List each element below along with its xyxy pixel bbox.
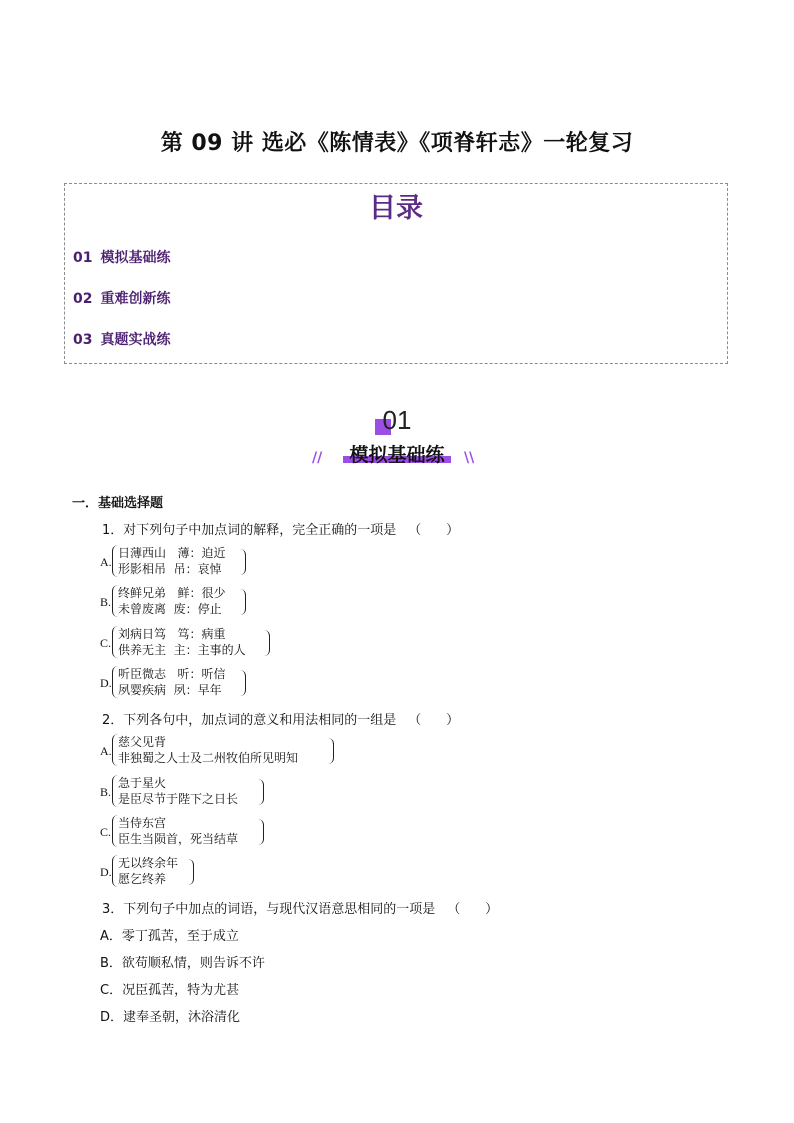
- right-brace-icon: [188, 859, 194, 885]
- option-line-1: 刘病日笃 笃：病重: [118, 627, 226, 641]
- option-letter: C.: [100, 825, 112, 839]
- answer-blank: （ ）: [408, 713, 460, 728]
- right-brace-icon: [258, 779, 264, 805]
- right-brace-icon: [258, 819, 264, 845]
- option-line-1: 急于星火: [118, 776, 167, 790]
- question-1: [102, 519, 459, 538]
- option-line-2: 未曾废离 废：停止: [118, 602, 222, 616]
- page-title: 第 09 讲 选必《陈情表》《项脊轩志》一轮复习: [160, 131, 634, 156]
- option-lines: [118, 545, 225, 577]
- option-line-2: 是臣尽节于陛下之日长: [118, 792, 239, 806]
- question-3-option-d[interactable]: D．逮奉圣朝，沐浴清化: [100, 1010, 241, 1025]
- toc-item-2[interactable]: [73, 288, 170, 308]
- option-letter: B.: [100, 785, 112, 799]
- section-banner: [0, 440, 794, 470]
- option-lines: [118, 666, 225, 698]
- section-banner-inner: [343, 440, 450, 467]
- question-text: 2．下列各句中，加点词的意义和用法相同的一组是: [102, 713, 397, 728]
- option-line-2: 夙婴疾病 夙：早年: [118, 683, 222, 697]
- part-title: 一．基础选择题: [72, 496, 164, 511]
- right-brace-icon: [328, 738, 334, 764]
- option-lines: [118, 815, 238, 847]
- banner-right-slash-icon: \\: [464, 450, 475, 466]
- section-banner-title: 模拟基础练: [349, 444, 445, 466]
- toc-heading: 目录: [369, 193, 423, 224]
- option-letter: B.: [100, 595, 112, 609]
- right-brace-icon: [240, 549, 246, 575]
- question-text: 3．下列句子中加点的词语，与现代汉语意思相同的一项是: [102, 902, 436, 917]
- option-letter: D.: [100, 676, 112, 690]
- option-line-2: 供养无主 主：主事的人: [118, 643, 246, 657]
- question-3-option-a[interactable]: A．零丁孤苦，至于成立: [100, 929, 239, 944]
- option-line-1: 听臣微志 听：听信: [118, 667, 226, 681]
- question-3: [102, 898, 498, 917]
- option-lines: [118, 855, 178, 887]
- toc-item-number: 03: [73, 332, 93, 348]
- right-brace-icon: [240, 670, 246, 696]
- option-line-1: 当侍东宫: [118, 816, 167, 830]
- question-3-option-c[interactable]: C．况臣孤苦，特为尤甚: [100, 983, 240, 998]
- option-letter: A.: [100, 744, 112, 758]
- option-lines: [118, 626, 246, 658]
- right-brace-icon: [264, 630, 270, 656]
- toc-item-number: 02: [73, 291, 93, 307]
- answer-blank: （ ）: [408, 523, 460, 538]
- question-text: 1．对下列句子中加点词的解释，完全正确的一项是: [102, 523, 397, 538]
- toc-item-1[interactable]: [73, 247, 170, 267]
- question-2: [102, 709, 459, 728]
- option-line-2: 非独蜀之人士及二州牧伯所见明知: [118, 751, 299, 765]
- option-letter: A.: [100, 555, 112, 569]
- option-letter: C.: [100, 636, 112, 650]
- toc-item-label: 模拟基础练: [100, 250, 171, 266]
- option-lines: [118, 585, 225, 617]
- toc-item-label: 重难创新练: [100, 291, 171, 307]
- right-brace-icon: [240, 589, 246, 615]
- option-line-2: 臣生当陨首，死当结草: [118, 832, 239, 846]
- option-line-2: 愿乞终养: [118, 872, 167, 886]
- toc-item-3[interactable]: [73, 329, 170, 349]
- option-line-1: 慈父见背: [118, 735, 167, 749]
- option-letter: D.: [100, 865, 112, 879]
- option-line-1: 无以终余年: [118, 856, 179, 870]
- answer-blank: （ ）: [447, 902, 499, 917]
- option-line-1: 日薄西山 薄：迫近: [118, 546, 226, 560]
- option-lines: [118, 775, 238, 807]
- option-line-2: 形影相吊 吊：哀悼: [118, 562, 222, 576]
- section-number: [383, 405, 412, 436]
- option-line-1: 终鲜兄弟 鲜：很少: [118, 586, 226, 600]
- option-lines: [118, 734, 298, 766]
- section-number-wrap: [0, 405, 794, 436]
- toc-item-number: 01: [73, 250, 93, 266]
- section-number-text: 01: [382, 405, 412, 435]
- table-of-contents: [64, 183, 728, 364]
- question-3-option-b[interactable]: B．欲苟顺私情，则告诉不许: [100, 956, 265, 971]
- banner-left-slash-icon: //: [312, 450, 323, 466]
- toc-item-label: 真题实战练: [100, 332, 171, 348]
